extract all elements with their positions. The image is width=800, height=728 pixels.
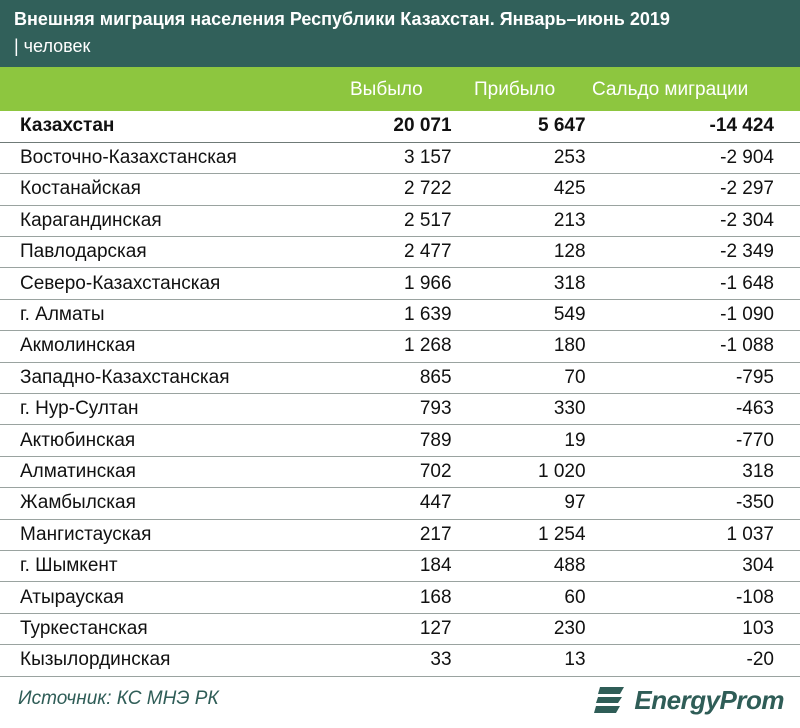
- source-note: Источник: КС МНЭ РК: [18, 688, 219, 709]
- value-net: -1 648: [586, 268, 800, 299]
- region-name: Кызылординская: [0, 645, 340, 676]
- region-name: г. Нур-Султан: [0, 394, 340, 425]
- table-row: [0, 425, 800, 456]
- table-row: [0, 456, 800, 487]
- value-net: -20: [586, 645, 800, 676]
- region-name: Казахстан: [0, 111, 340, 142]
- value-net: -14 424: [586, 111, 800, 142]
- column-header-out: Выбыло: [350, 79, 423, 100]
- region-name: Актюбинская: [0, 425, 340, 456]
- title-bar: [0, 0, 800, 67]
- value-out: 702: [340, 456, 451, 487]
- table-row: [0, 519, 800, 550]
- value-in: 213: [452, 205, 586, 236]
- table-row: [0, 237, 800, 268]
- value-out: 20 071: [340, 111, 451, 142]
- value-in: 5 647: [452, 111, 586, 142]
- region-name: Акмолинская: [0, 331, 340, 362]
- value-in: 19: [452, 425, 586, 456]
- value-out: 184: [340, 550, 451, 581]
- table-row: [0, 645, 800, 676]
- value-out: 127: [340, 613, 451, 644]
- value-out: 168: [340, 582, 451, 613]
- value-in: 330: [452, 394, 586, 425]
- value-in: 253: [452, 142, 586, 173]
- table-row: [0, 613, 800, 644]
- column-header-in: Прибыло: [474, 79, 556, 100]
- value-net: -350: [586, 488, 800, 519]
- value-in: 180: [452, 331, 586, 362]
- region-name: Жамбылская: [0, 488, 340, 519]
- value-in: 230: [452, 613, 586, 644]
- value-net: -463: [586, 394, 800, 425]
- value-in: 1 254: [452, 519, 586, 550]
- value-net: -795: [586, 362, 800, 393]
- table-row: [0, 299, 800, 330]
- region-name: Костанайская: [0, 174, 340, 205]
- value-out: 447: [340, 488, 451, 519]
- value-net: 318: [586, 456, 800, 487]
- value-net: -2 904: [586, 142, 800, 173]
- region-name: Туркестанская: [0, 613, 340, 644]
- value-in: 13: [452, 645, 586, 676]
- value-net: 103: [586, 613, 800, 644]
- value-net: -108: [586, 582, 800, 613]
- table-row: [0, 394, 800, 425]
- value-in: 70: [452, 362, 586, 393]
- region-name: г. Алматы: [0, 299, 340, 330]
- region-name: Северо-Казахстанская: [0, 268, 340, 299]
- value-in: 1 020: [452, 456, 586, 487]
- value-in: 60: [452, 582, 586, 613]
- region-name: Западно-Казахстанская: [0, 362, 340, 393]
- region-name: г. Шымкент: [0, 550, 340, 581]
- table-row: [0, 362, 800, 393]
- table-row: [0, 488, 800, 519]
- table-row: [0, 582, 800, 613]
- value-net: 304: [586, 550, 800, 581]
- value-out: 2 477: [340, 237, 451, 268]
- region-name: Павлодарская: [0, 237, 340, 268]
- units-label: | человек: [14, 36, 91, 56]
- region-name: Мангистауская: [0, 519, 340, 550]
- value-in: 97: [452, 488, 586, 519]
- value-in: 128: [452, 237, 586, 268]
- column-header-row: [0, 67, 800, 111]
- value-in: 425: [452, 174, 586, 205]
- table-row: [0, 268, 800, 299]
- table-row: [0, 331, 800, 362]
- value-out: 1 268: [340, 331, 451, 362]
- value-net: -2 304: [586, 205, 800, 236]
- value-out: 3 157: [340, 142, 451, 173]
- value-out: 793: [340, 394, 451, 425]
- value-out: 217: [340, 519, 451, 550]
- table-row: [0, 142, 800, 173]
- value-net: -1 090: [586, 299, 800, 330]
- energyprom-logo: [594, 680, 784, 720]
- energyprom-logo-text: EnergyProm: [634, 684, 784, 715]
- region-name: Атырауская: [0, 582, 340, 613]
- value-out: 1 966: [340, 268, 451, 299]
- table-row: [0, 550, 800, 581]
- table-row: [0, 205, 800, 236]
- value-net: -2 297: [586, 174, 800, 205]
- page-title: Внешняя миграция населения Республики Казахстан. Январь–июнь 2019: [14, 9, 670, 29]
- region-name: Карагандинская: [0, 205, 340, 236]
- value-in: 549: [452, 299, 586, 330]
- migration-table: [0, 111, 800, 677]
- value-out: 865: [340, 362, 451, 393]
- value-net: -1 088: [586, 331, 800, 362]
- value-net: 1 037: [586, 519, 800, 550]
- value-net: -770: [586, 425, 800, 456]
- value-net: -2 349: [586, 237, 800, 268]
- region-name: Алматинская: [0, 456, 340, 487]
- value-out: 1 639: [340, 299, 451, 330]
- table-row-total: [0, 111, 800, 142]
- value-out: 2 517: [340, 205, 451, 236]
- column-header-net: Сальдо миграции: [592, 79, 749, 100]
- value-out: 2 722: [340, 174, 451, 205]
- value-in: 318: [452, 268, 586, 299]
- energyprom-logo-icon: [594, 683, 628, 717]
- value-out: 33: [340, 645, 451, 676]
- table-row: [0, 174, 800, 205]
- value-out: 789: [340, 425, 451, 456]
- value-in: 488: [452, 550, 586, 581]
- region-name: Восточно-Казахстанская: [0, 142, 340, 173]
